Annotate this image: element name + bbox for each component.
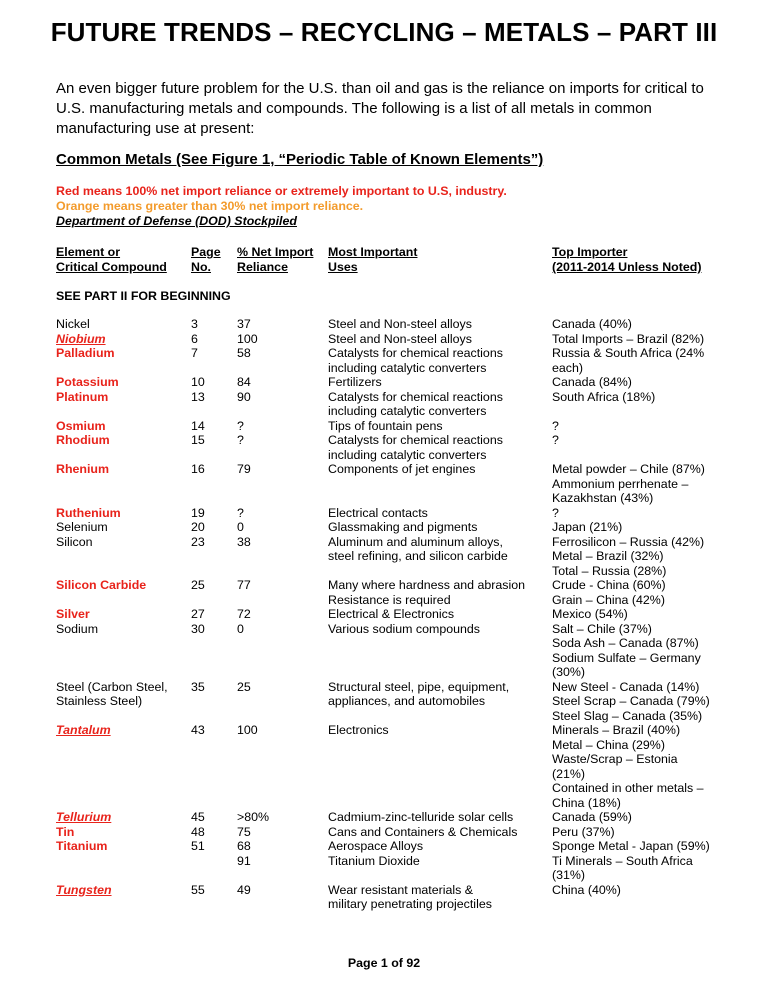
table-row (0, 375, 768, 390)
table-row (0, 520, 768, 535)
uses-cell-line: Cans and Containers & Chemicals (328, 824, 518, 839)
element-cell (56, 839, 186, 854)
importer-cell-line: Minerals – Brazil (40%) (552, 723, 681, 737)
page-cell (191, 578, 231, 593)
element-cell-line: Stainless Steel) (56, 694, 143, 708)
importer-cell-line: Ammonium perrhenate – (552, 476, 689, 491)
net-import-cell-line: 79 (237, 462, 251, 476)
header-net-import-line: % Net Import (237, 245, 314, 259)
net-import-cell-line: ? (237, 433, 244, 447)
importer-cell-line: China (18%) (552, 795, 621, 810)
element-cell (56, 332, 186, 347)
importer-cell-line: Crude - China (60%) (552, 578, 666, 592)
importer-cell (552, 723, 717, 810)
page-cell-line: 14 (191, 418, 205, 433)
page-cell-line: 23 (191, 534, 205, 549)
importer-cell-line: Metal – China (29%) (552, 737, 665, 752)
uses-cell-line: Catalysts for chemical reactions (328, 346, 503, 360)
see-part-note: SEE PART II FOR BEGINNING (56, 289, 231, 303)
net-import-cell-line: 0 (237, 520, 244, 534)
element-cell (56, 622, 186, 637)
net-import-cell (237, 332, 317, 347)
page-cell-line: 3 (191, 317, 198, 331)
element-cell (56, 346, 186, 361)
uses-cell-line: steel refining, and silicon carbide (328, 549, 508, 563)
net-import-cell (237, 390, 317, 405)
page-cell (191, 723, 231, 738)
page-cell (191, 317, 231, 332)
header-page (191, 245, 221, 275)
header-uses-line: Most Important (328, 245, 418, 259)
importer-cell-line: Salt – Chile (37%) (552, 621, 652, 636)
importer-cell-line: South Africa (18%) (552, 389, 656, 404)
element-cell (56, 883, 186, 898)
page-cell (191, 680, 231, 695)
net-import-cell-line: 91 (237, 853, 251, 868)
net-import-cell-line: ? (237, 418, 244, 433)
page-cell (191, 462, 231, 477)
importer-cell-line: Metal powder – Chile (87%) (552, 462, 705, 476)
uses-cell-line: Electronics (328, 723, 389, 737)
uses-cell (328, 578, 543, 607)
element-cell-line: Silicon Carbide (56, 578, 147, 592)
page-cell-line: 43 (191, 723, 205, 737)
importer-cell-line: Metal – Brazil (32%) (552, 549, 664, 563)
element-cell (56, 375, 186, 390)
page-cell-line: 16 (191, 462, 205, 476)
importer-cell (552, 680, 717, 724)
net-import-cell (237, 723, 317, 738)
metals-table (0, 317, 768, 912)
element-cell-line: Rhenium (56, 462, 110, 476)
legend-orange: Orange means greater than 30% net import reliance. (56, 199, 364, 213)
importer-cell-line: Total – Russia (28%) (552, 563, 667, 578)
importer-cell (552, 622, 717, 680)
element-cell (56, 390, 186, 405)
page-cell-line: 27 (191, 607, 205, 621)
net-import-cell-line: 0 (237, 621, 244, 636)
table-row (0, 535, 768, 579)
uses-cell-line: including catalytic converters (328, 447, 487, 462)
uses-cell-line: Components of jet engines (328, 462, 476, 476)
importer-cell-line: Ferrosilicon – Russia (42%) (552, 534, 705, 549)
net-import-cell-line: ? (237, 505, 244, 520)
importer-cell (552, 419, 717, 434)
element-cell-line: Ruthenium (56, 505, 121, 520)
table-row (0, 622, 768, 680)
uses-cell-line: including catalytic converters (328, 404, 487, 418)
net-import-cell-line: >80% (237, 810, 270, 824)
importer-cell-line: (30%) (552, 665, 586, 679)
importer-cell-line: Grain – China (42%) (552, 592, 665, 607)
table-row (0, 506, 768, 521)
net-import-cell-line: 84 (237, 375, 251, 389)
page-cell (191, 419, 231, 434)
page-cell-line: 15 (191, 433, 205, 447)
net-import-cell-line: 49 (237, 882, 251, 897)
table-row (0, 462, 768, 506)
net-import-cell (237, 883, 317, 898)
page-footer: Page 1 of 92 (347, 956, 421, 970)
page-cell-line: 7 (191, 346, 198, 360)
table-row (0, 578, 768, 607)
uses-cell (328, 810, 543, 825)
uses-cell (328, 346, 543, 375)
net-import-cell-line: 25 (237, 679, 251, 694)
uses-cell (328, 433, 543, 462)
net-import-cell (237, 578, 317, 593)
uses-cell (328, 607, 543, 622)
element-cell-line: Potassium (56, 375, 119, 389)
page-cell (191, 825, 231, 840)
uses-cell (328, 520, 543, 535)
page-cell (191, 375, 231, 390)
importer-cell-line: Ti Minerals – South Africa (552, 853, 693, 868)
element-cell-line: Tantalum (56, 723, 111, 737)
importer-cell-line: Soda Ash – Canada (87%) (552, 636, 699, 650)
importer-cell (552, 520, 717, 535)
importer-cell (552, 607, 717, 622)
page-cell-line: 48 (191, 824, 205, 839)
element-cell-line: Tin (56, 824, 75, 839)
element-cell-line: Sodium (56, 621, 99, 636)
uses-cell (328, 462, 543, 477)
page-cell (191, 506, 231, 521)
importer-cell-line: Waste/Scrap – Estonia (552, 752, 678, 766)
uses-cell-line: including catalytic converters (328, 360, 487, 375)
importer-cell (552, 810, 717, 825)
element-cell-line: Tungsten (56, 882, 112, 897)
table-row (0, 346, 768, 375)
importer-cell-line: (31%) (552, 868, 586, 882)
importer-cell (552, 506, 717, 521)
importer-cell (552, 578, 717, 607)
net-import-cell-line: 68 (237, 839, 251, 853)
importer-cell-line: Russia & South Africa (24% (552, 346, 705, 360)
net-import-cell (237, 825, 317, 840)
importer-cell-line: Sodium Sulfate – Germany (552, 650, 701, 665)
page-cell (191, 433, 231, 448)
element-cell-line: Niobium (56, 331, 106, 346)
importer-cell-line: Sponge Metal - Japan (59%) (552, 839, 710, 853)
uses-cell-line: Glassmaking and pigments (328, 520, 478, 534)
element-cell-line: Platinum (56, 389, 109, 404)
net-import-cell (237, 810, 317, 825)
importer-cell (552, 390, 717, 405)
page-cell (191, 520, 231, 535)
net-import-cell-line: 72 (237, 607, 251, 621)
importer-cell-line: Mexico (54%) (552, 607, 628, 621)
page-cell (191, 390, 231, 405)
net-import-cell-line: 58 (237, 346, 251, 360)
importer-cell-line: Contained in other metals – (552, 781, 704, 795)
table-row (0, 607, 768, 622)
table-row (0, 390, 768, 419)
element-cell-line: Nickel (56, 317, 90, 331)
header-element-line: Critical Compound (56, 260, 167, 274)
net-import-cell-line: 37 (237, 317, 251, 331)
header-importer (552, 245, 701, 275)
page-cell-line: 35 (191, 679, 205, 694)
page-cell (191, 535, 231, 550)
uses-cell-line: Cadmium-zinc-telluride solar cells (328, 810, 514, 824)
net-import-cell-line: 100 (237, 331, 258, 346)
net-import-cell (237, 839, 317, 868)
table-row (0, 810, 768, 825)
uses-cell-line: military penetrating projectiles (328, 897, 492, 911)
net-import-cell-line: 100 (237, 723, 258, 737)
uses-cell-line: Steel and Non-steel alloys (328, 317, 472, 331)
uses-cell-line: Tips of fountain pens (328, 418, 443, 433)
header-uses-line: Uses (328, 260, 358, 274)
page-cell (191, 622, 231, 637)
table-row (0, 317, 768, 332)
table-row (0, 419, 768, 434)
importer-cell-line: China (40%) (552, 882, 621, 897)
importer-cell-line: Total Imports – Brazil (82%) (552, 331, 705, 346)
importer-cell-line: Kazakhstan (43%) (552, 491, 654, 505)
element-cell-line: Steel (Carbon Steel, (56, 679, 168, 694)
page-cell (191, 332, 231, 347)
element-cell-line: Selenium (56, 520, 108, 534)
uses-cell (328, 839, 543, 868)
net-import-cell-line: 75 (237, 824, 251, 839)
importer-cell (552, 375, 717, 390)
element-cell-line: Osmium (56, 418, 106, 433)
uses-cell (328, 680, 543, 709)
uses-cell (328, 332, 543, 347)
net-import-cell (237, 419, 317, 434)
table-row (0, 825, 768, 840)
element-cell (56, 317, 186, 332)
page-title: FUTURE TRENDS – RECYCLING – METALS – PART III (50, 17, 718, 47)
table-row (0, 883, 768, 912)
importer-cell (552, 883, 717, 898)
net-import-cell-line: 38 (237, 534, 251, 549)
importer-cell (552, 462, 717, 506)
importer-cell-line: Steel Slag – Canada (35%) (552, 708, 703, 723)
table-row (0, 433, 768, 462)
element-cell (56, 419, 186, 434)
page-cell-line: 30 (191, 621, 205, 636)
importer-cell-line: ? (552, 505, 559, 520)
element-cell (56, 506, 186, 521)
element-cell (56, 462, 186, 477)
uses-cell (328, 317, 543, 332)
page-cell-line: 51 (191, 839, 205, 853)
uses-cell-line: Various sodium compounds (328, 621, 480, 636)
legend-red: Red means 100% net import reliance or extremely important to U.S, industry. (56, 184, 507, 198)
element-cell (56, 433, 186, 448)
header-net-import (237, 245, 313, 275)
uses-cell-line: Steel and Non-steel alloys (328, 331, 472, 346)
table-row (0, 680, 768, 724)
page-cell-line: 13 (191, 389, 205, 404)
page-cell (191, 810, 231, 825)
importer-cell-line: Canada (84%) (552, 375, 632, 389)
importer-cell (552, 346, 717, 375)
importer-cell (552, 535, 717, 579)
uses-cell-line: Catalysts for chemical reactions (328, 389, 503, 404)
uses-cell (328, 375, 543, 390)
importer-cell-line: Peru (37%) (552, 824, 615, 839)
element-cell-line: Silver (56, 607, 90, 621)
importer-cell (552, 332, 717, 347)
importer-cell-line: each) (552, 360, 583, 375)
uses-cell-line: Titanium Dioxide (328, 853, 420, 868)
importer-cell (552, 317, 717, 332)
net-import-cell (237, 462, 317, 477)
element-cell-line: Palladium (56, 346, 115, 360)
net-import-cell (237, 607, 317, 622)
net-import-cell (237, 535, 317, 550)
header-importer-line: Top Importer (552, 245, 628, 259)
page-cell-line: 19 (191, 505, 205, 520)
element-cell (56, 810, 186, 825)
importer-cell-line: ? (552, 433, 559, 447)
element-cell (56, 578, 186, 593)
intro-paragraph: An even bigger future problem for the U.S. than oil and gas is the reliance on imports for critical to U.S. manufacturing metals and compounds. The following is a list of all metals in common manufacturing use at present: (56, 80, 704, 137)
uses-cell (328, 419, 543, 434)
page-cell-line: 10 (191, 375, 205, 389)
net-import-cell (237, 622, 317, 637)
page-cell-line: 20 (191, 520, 205, 534)
uses-cell (328, 535, 543, 564)
uses-cell (328, 825, 543, 840)
table-row (0, 723, 768, 810)
header-element (56, 245, 167, 275)
element-cell (56, 535, 186, 550)
section-heading: Common Metals (See Figure 1, “Periodic Table of Known Elements”) (56, 151, 544, 168)
importer-cell-line: Japan (21%) (552, 520, 623, 534)
uses-cell-line: Aluminum and aluminum alloys, (328, 534, 503, 549)
importer-cell-line: New Steel - Canada (14%) (552, 679, 700, 694)
uses-cell-line: Electrical contacts (328, 505, 428, 520)
uses-cell-line: Many where hardness and abrasion (328, 578, 525, 592)
page-cell (191, 839, 231, 854)
element-cell-line: Silicon (56, 534, 93, 549)
uses-cell-line: Electrical & Electronics (328, 607, 455, 621)
page-cell-line: 45 (191, 810, 205, 824)
table-row (0, 332, 768, 347)
page-cell (191, 607, 231, 622)
element-cell (56, 825, 186, 840)
importer-cell (552, 433, 717, 448)
net-import-cell (237, 433, 317, 448)
importer-cell (552, 839, 717, 883)
net-import-cell (237, 346, 317, 361)
net-import-cell (237, 680, 317, 695)
uses-cell (328, 506, 543, 521)
header-uses (328, 245, 417, 275)
page-cell (191, 346, 231, 361)
uses-cell-line: Catalysts for chemical reactions (328, 433, 503, 447)
uses-cell (328, 390, 543, 419)
net-import-cell (237, 375, 317, 390)
element-cell-line: Tellurium (56, 810, 112, 824)
importer-cell-line: (21%) (552, 766, 586, 781)
header-importer-line: (2011-2014 Unless Noted) (552, 260, 702, 274)
page-cell-line: 6 (191, 331, 198, 346)
element-cell (56, 607, 186, 622)
importer-cell-line: Canada (59%) (552, 810, 632, 824)
net-import-cell (237, 317, 317, 332)
importer-cell (552, 825, 717, 840)
importer-cell-line: Canada (40%) (552, 317, 632, 331)
element-cell (56, 723, 186, 738)
uses-cell-line: Aerospace Alloys (328, 839, 424, 853)
element-cell (56, 520, 186, 535)
legend-dod: Department of Defense (DOD) Stockpiled (56, 214, 297, 228)
page-cell-line: 25 (191, 578, 205, 592)
importer-cell-line: Steel Scrap – Canada (79%) (552, 694, 710, 708)
header-element-line: Element or (56, 245, 121, 259)
uses-cell (328, 622, 543, 637)
importer-cell-line: ? (552, 418, 559, 433)
net-import-cell (237, 506, 317, 521)
uses-cell-line: Resistance is required (328, 592, 451, 607)
uses-cell (328, 723, 543, 738)
page-cell-line: 55 (191, 882, 205, 897)
net-import-cell-line: 77 (237, 578, 251, 592)
element-cell-line: Titanium (56, 839, 108, 853)
uses-cell-line: Fertilizers (328, 375, 382, 389)
header-net-import-line: Reliance (237, 260, 288, 274)
element-cell (56, 680, 186, 709)
uses-cell-line: appliances, and automobiles (328, 694, 486, 708)
uses-cell-line: Structural steel, pipe, equipment, (328, 679, 510, 694)
net-import-cell-line: 90 (237, 389, 251, 404)
uses-cell-line: Wear resistant materials & (328, 882, 474, 897)
element-cell-line: Rhodium (56, 433, 110, 447)
header-page-line: Page (191, 245, 221, 259)
header-page-line: No. (191, 260, 211, 274)
page-cell (191, 883, 231, 898)
net-import-cell (237, 520, 317, 535)
table-row (0, 839, 768, 883)
uses-cell (328, 883, 543, 912)
